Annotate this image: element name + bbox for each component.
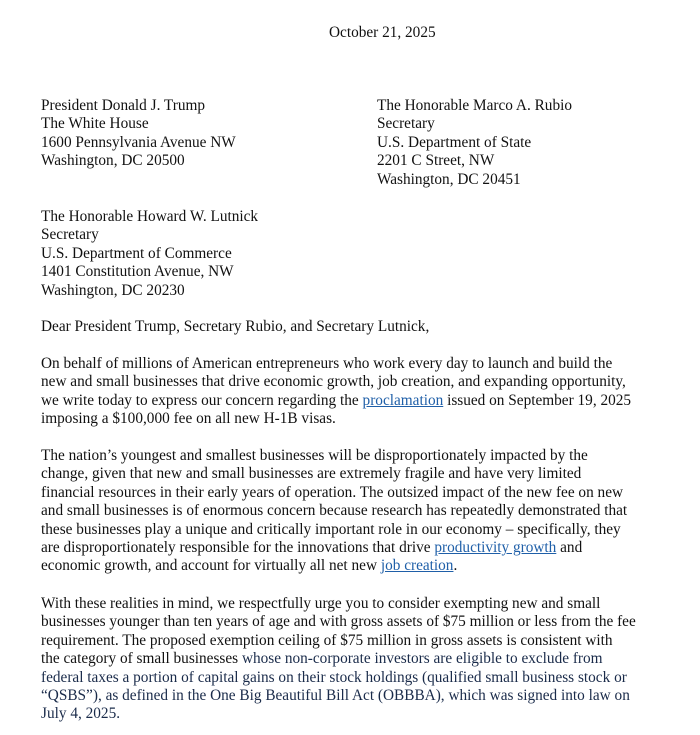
- recipient-line: 2201 C Street, NW: [377, 152, 495, 170]
- paragraph-impact: [41, 447, 669, 576]
- recipient-line: 1401 Constitution Avenue, NW: [41, 263, 234, 281]
- text-line: these businesses play a unique and critically important role in our economy – specifically, they: [41, 520, 621, 538]
- text-line: federal taxes a portion of capital gains on their stock holdings (qualified small business stock or: [41, 668, 627, 686]
- text-segment: the category of small businesses: [41, 650, 242, 668]
- text-segment: we write today to express our concern regarding the: [41, 391, 363, 409]
- text-line: new and small businesses that drive economic growth, job creation, and expanding opportunity,: [41, 373, 626, 391]
- text-line: [41, 539, 669, 557]
- proclamation-link[interactable]: proclamation: [362, 391, 444, 409]
- recipient-name: The Honorable Howard W. Lutnick: [41, 208, 259, 225]
- text-line: The nation’s youngest and smallest businesses will be disproportionately impacted by the: [41, 447, 588, 464]
- job-creation-link[interactable]: job creation: [380, 557, 454, 575]
- recipient-line: The White House: [41, 115, 149, 133]
- text-segment: .: [453, 557, 458, 575]
- text-line: “QSBS”), as defined in the One Big Beautiful Bill Act (OBBBA), which was signed into law on: [41, 687, 630, 705]
- paragraph-intro: [41, 355, 669, 429]
- recipient-line: Washington, DC 20451: [377, 170, 521, 188]
- salutation: Dear President Trump, Secretary Rubio, and Secretary Lutnick,: [41, 318, 430, 335]
- recipient-line: Secretary: [377, 115, 435, 133]
- text-line: With these realities in mind, we respectfully urge you to consider exempting new and small: [41, 595, 601, 612]
- text-line: requirement. The proposed exemption ceiling of $75 million in gross assets is consistent with: [41, 631, 613, 649]
- text-line: financial resources in their early years of operation. The outsized impact of the new fee on new: [41, 483, 624, 501]
- text-segment-navy: whose non-corporate investors are eligible to exclude from: [241, 650, 603, 668]
- text-segment: are disproportionately responsible for the innovations that drive: [41, 539, 435, 557]
- recipient-address-trump: [41, 97, 236, 171]
- text-line: and small businesses is of enormous concern because research has repeatedly demonstrated that: [41, 502, 628, 520]
- recipient-name: President Donald J. Trump: [41, 97, 206, 114]
- recipient-line: Washington, DC 20230: [41, 281, 185, 299]
- recipient-line: 1600 Pennsylvania Avenue NW: [41, 133, 236, 151]
- recipient-address-lutnick: [41, 208, 258, 300]
- productivity-growth-link[interactable]: productivity growth: [434, 539, 557, 557]
- text-line: On behalf of millions of American entrepreneurs who work every day to launch and build the: [41, 355, 613, 372]
- recipient-line: Secretary: [41, 226, 99, 244]
- recipient-line: Washington, DC 20500: [41, 152, 185, 170]
- text-line: July 4, 2025.: [41, 705, 121, 723]
- letter-date: October 21, 2025: [329, 24, 436, 41]
- recipient-line: U.S. Department of State: [377, 133, 532, 151]
- text-line: businesses younger than ten years of age and with gross assets of $75 million or less from the fee: [41, 613, 636, 631]
- text-line: change, given that new and small businesses are extremely fragile and have very limited: [41, 465, 582, 483]
- recipient-line: U.S. Department of Commerce: [41, 244, 232, 262]
- paragraph-request: [41, 595, 669, 724]
- text-line: [41, 650, 669, 668]
- text-line: [41, 392, 669, 410]
- text-segment: issued on September 19, 2025: [443, 391, 632, 409]
- recipient-name: The Honorable Marco A. Rubio: [377, 97, 572, 114]
- text-line: [41, 557, 669, 575]
- text-line: imposing a $100,000 fee on all new H-1B visas.: [41, 410, 336, 428]
- text-segment: economic growth, and account for virtually all net new: [41, 557, 381, 575]
- text-segment: and: [556, 539, 583, 557]
- recipient-address-rubio: [377, 97, 572, 189]
